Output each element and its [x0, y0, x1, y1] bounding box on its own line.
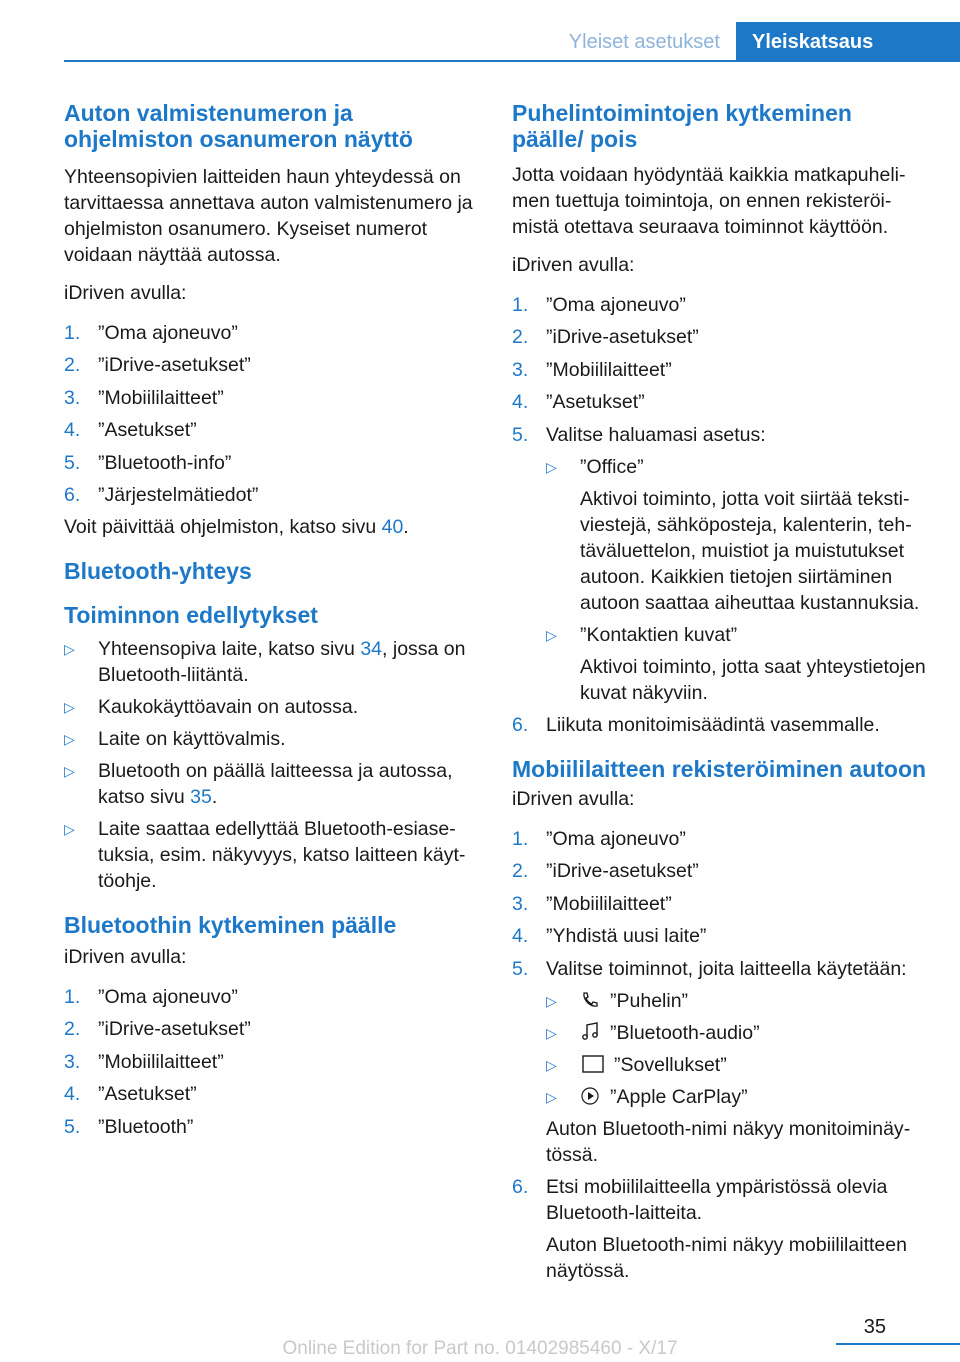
bullet-triangle-icon: ▷	[546, 992, 557, 1009]
page-header	[0, 0, 960, 62]
list-item: 1. ”Oma ajoneuvo”	[512, 827, 686, 850]
section-heading-register: Mobiililaitteen rekisteröiminen autoon	[512, 755, 927, 782]
paragraph-update: Voit päivittää ohjelmiston, katso sivu 40.	[64, 515, 409, 538]
section-heading-vin: Auton valmistenumeron ja ohjelmiston osanumeron näyttö	[64, 100, 413, 152]
edition-watermark: Online Edition for Part no. 01402985460 - X/17	[282, 1338, 678, 1359]
page-link-40[interactable]: 40	[381, 515, 404, 538]
list-item: ▷ ”Kontaktien kuvat” Aktivoi toiminto, jotta saat yhteystietojen kuvat näkyviin.	[546, 623, 926, 704]
section-heading-bluetooth: Bluetooth-yhteys	[64, 557, 252, 584]
bullet-triangle-icon: ▷	[64, 762, 75, 779]
list-item: ▷ Yhteensopiva laite, katso sivu 34, jossa on Bluetooth-liitäntä.	[64, 637, 466, 686]
list-item: 2. ”iDrive-asetukset”	[512, 326, 699, 349]
page-number: 35	[863, 1316, 886, 1338]
bullet-triangle-icon: ▷	[546, 458, 557, 475]
list-item: ▷ ”Puhelin”	[546, 989, 689, 1012]
list-item: 2. ”iDrive-asetukset”	[512, 860, 699, 883]
right-column	[512, 100, 928, 1284]
bullet-triangle-icon: ▷	[64, 730, 75, 747]
list-item: 5. Valitse toiminnot, joita laitteella käytetään: ▷ ”Puhelin” ▷ ”Bluetooth-audio” ▷ ”Sovellukset” ▷ ”Apple CarPlay” Auton Bluetooth-nimi näkyy monitoiminäytössä.	[512, 956, 928, 1168]
bullet-triangle-icon: ▷	[64, 698, 75, 715]
header-section-title[interactable]: Yleiset asetukset	[568, 31, 720, 53]
list-item: 4. ”Asetukset”	[64, 1083, 197, 1106]
register-note: Auton Bluetooth-nimi näkyy mobiililaitteen näytössä.	[546, 1233, 907, 1282]
idrive-label: iDriven avulla:	[64, 945, 187, 968]
list-item: 4. ”Asetukset”	[512, 391, 645, 414]
list-item: 3. ”Mobiililaitteet”	[512, 892, 672, 915]
list-item: ▷ Bluetooth on päällä laitteessa ja autossa, katso sivu 35.	[64, 759, 453, 808]
list-item: ▷ ”Office” Aktivoi toiminto, jotta voit siirtää tekstiviestejä, sähköposteja, kalenterin, tehtäväluettelon, muistiot ja muistutukset autoon. Kaikkien tietojen siirtäminen autoon saattaa aiheuttaa kustannuksia.	[546, 455, 920, 614]
list-item: 6. Etsi mobiililaitteella ympäristössä olevia Bluetooth-laitteita. Auton Bluetooth-nimi näkyy mobiililaitteen näytössä.	[512, 1174, 928, 1284]
left-column	[64, 100, 480, 1140]
list-item: 6. ”Järjestelmätiedot”	[64, 483, 259, 506]
paragraph-vin-intro: Yhteensopivien laitteiden haun yhteydessä on tarvittaessa annettava auton valmistenumero ja ohjelmiston osanumero. Kyseiset numerot voidaan näyttää autossa.	[64, 166, 473, 266]
list-item: 4. ”Yhdistä uusi laite”	[512, 925, 707, 948]
idrive-label: iDriven avulla:	[64, 282, 187, 304]
bullet-triangle-icon: ▷	[546, 1088, 557, 1105]
music-note-icon	[580, 1022, 600, 1042]
idrive-label: iDriven avulla:	[512, 254, 635, 276]
list-item: 1. ”Oma ajoneuvo”	[512, 294, 686, 316]
square-icon	[580, 1054, 604, 1074]
page-link-34[interactable]: 34	[360, 637, 383, 660]
requirements-list	[64, 636, 480, 894]
list-item: 3. ”Mobiililaitteet”	[512, 358, 672, 381]
page-footer	[0, 1316, 960, 1362]
steps-list-vin	[64, 320, 480, 508]
list-item: ▷ Laite on käyttövalmis.	[64, 727, 286, 750]
list-item: ▷ ”Sovellukset”	[546, 1053, 727, 1076]
bullet-triangle-icon: ▷	[64, 820, 75, 837]
list-item: 3. ”Mobiililaitteet”	[64, 1050, 224, 1073]
list-item: 1. ”Oma ajoneuvo”	[64, 322, 238, 344]
paragraph-phone-intro: Jotta voidaan hyödyntää kaikkia matkapuhelimen tuettuja toimintoja, on ennen rekisteröimistä otettava seuraava toiminnot käyttöön.	[512, 164, 906, 238]
idrive-label: iDriven avulla:	[512, 787, 635, 810]
list-item: 6. Liikuta monitoimisäädintä vasemmalle.	[512, 713, 880, 736]
bullet-triangle-icon: ▷	[64, 640, 75, 657]
steps-list-phone-functions	[512, 292, 928, 738]
list-item: 5. ”Bluetooth”	[64, 1115, 194, 1138]
list-item: 4. ”Asetukset”	[64, 419, 197, 442]
list-item: 2. ”iDrive-asetukset”	[64, 354, 251, 377]
steps-list-bluetooth-on	[64, 984, 480, 1140]
list-item: ▷ Laite saattaa edellyttää Bluetooth-esiasetuksia, esim. näkyvyys, katso laitteen käyttöohje.	[64, 817, 466, 892]
steps-list-register	[512, 826, 928, 1284]
play-circle-icon	[580, 1086, 600, 1106]
list-item: ▷ ”Bluetooth-audio”	[546, 1021, 760, 1044]
register-note: Auton Bluetooth-nimi näkyy monitoiminäytössä.	[546, 1117, 911, 1166]
phone-icon	[580, 990, 600, 1010]
subheading-requirements: Toiminnon edellytykset	[64, 601, 318, 628]
list-item: 5. ”Bluetooth-info”	[64, 451, 232, 474]
header-chapter-tab[interactable]: Yleiskatsaus	[736, 22, 960, 62]
bullet-triangle-icon: ▷	[546, 626, 557, 643]
list-item: ▷ ”Apple CarPlay”	[546, 1085, 748, 1108]
functions-list	[546, 988, 928, 1110]
options-list	[546, 454, 928, 706]
page-link-35[interactable]: 35	[190, 785, 212, 808]
list-item: 1. ”Oma ajoneuvo”	[64, 985, 238, 1008]
bullet-triangle-icon: ▷	[546, 1056, 557, 1073]
list-item: 3. ”Mobiililaitteet”	[64, 386, 224, 409]
list-item: 2. ”iDrive-asetukset”	[64, 1018, 251, 1041]
subheading-bluetooth-on: Bluetoothin kytkeminen päälle	[64, 911, 397, 938]
list-item: 5. Valitse haluamasi asetus: ▷ ”Office” Aktivoi toiminto, jotta voit siirtää tekstiviestejä, sähköposteja, kalenterin, tehtäväluettelon, muistiot ja muistutukset autoon. Kaikkien tietojen siirtäminen autoon saattaa aiheuttaa kustannuksia. ▷ ”Kontaktien kuvat” Aktivoi toiminto, jotta saat yhteystietojen kuvat näkyviin.	[512, 422, 928, 706]
bullet-triangle-icon: ▷	[546, 1024, 557, 1041]
header-divider	[64, 60, 960, 62]
list-item: ▷ Kaukokäyttöavain on autossa.	[64, 695, 359, 718]
section-heading-phone-functions: Puhelintoimintojen kytkeminen päälle/ pois	[512, 100, 852, 152]
